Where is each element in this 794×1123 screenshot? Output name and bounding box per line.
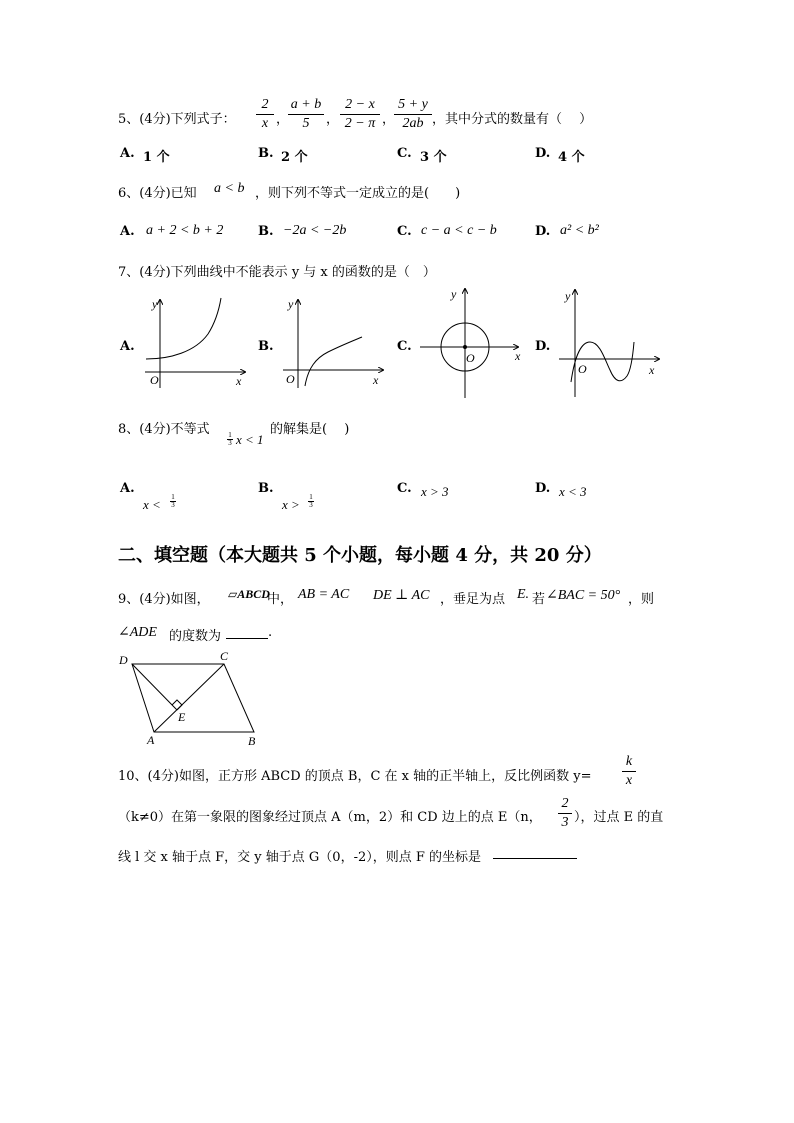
parallelogram-abcd	[132, 664, 254, 732]
q5-fraction-3: 2 − x 2 − π	[340, 97, 380, 132]
q6-option-c-text: c − a < c − b	[421, 223, 497, 238]
q9-line2-text: 的度数为	[169, 629, 222, 644]
curve	[305, 337, 362, 386]
q8-ineq-rest: x < 1	[236, 432, 264, 447]
q5-option-c-text: 3 个	[420, 150, 447, 165]
diagonal-ac	[154, 664, 224, 732]
y-label: y	[288, 297, 294, 311]
q9-stem-prefix: 9、(4分)如图，	[118, 592, 210, 607]
q5-fraction-2: a + b 5	[288, 97, 324, 132]
origin-label: O	[286, 372, 295, 386]
q6-option-a-text: a + 2 < b + 2	[146, 223, 224, 238]
q9-condition-3: ∠BAC = 50°	[546, 588, 621, 603]
q5-stem-suffix: ，其中分式的数量有（ ）	[432, 112, 593, 127]
q8-option-a-fraction: 1 3	[171, 493, 175, 509]
x-label: x	[649, 363, 655, 377]
q9-angle-expr: ∠ADE	[118, 625, 157, 640]
q7-graph-c	[418, 283, 533, 401]
q8-stem-prefix: 8、(4分)不等式	[118, 422, 210, 437]
y-label: y	[451, 287, 457, 301]
q5-fraction-4: 5 + y 2ab	[394, 97, 432, 132]
q6-option-b-text: −2a < −2b	[283, 223, 347, 238]
q7-stem: 7、(4分)下列曲线中不能表示 y 与 x 的函数的是（ ）	[118, 265, 436, 280]
q5-fraction-1: 2 x	[256, 97, 274, 132]
q8-option-d-letter[interactable]: D.	[535, 481, 551, 496]
q5-option-c-letter[interactable]: C.	[397, 146, 412, 161]
y-label: y	[565, 289, 571, 303]
q8-option-a-letter[interactable]: A.	[120, 481, 135, 496]
q7-option-b-letter[interactable]: B.	[258, 339, 274, 354]
q8-option-a-text: x <	[143, 497, 161, 512]
q10-k-over-x-fraction: k x	[622, 754, 636, 789]
q8-option-c-text: x > 3	[421, 484, 449, 499]
q9-figure	[116, 648, 266, 748]
q6-stem-suffix: ，则下列不等式一定成立的是( )	[255, 186, 461, 201]
q8-stem-suffix: 的解集是( )	[270, 422, 350, 437]
q9-stem-mid: 中，	[267, 592, 294, 607]
q8-ineq-fraction: 1 3	[228, 431, 232, 447]
q8-option-d-text: x < 3	[559, 484, 587, 499]
origin-label: O	[466, 351, 475, 365]
q10-line-3: 线 l 交 x 轴于点 F，交 y 轴于点 G（0，-2），则点 F 的坐标是	[118, 850, 482, 865]
right-angle-mark	[172, 700, 182, 710]
q9-stem-mid4: ，则	[628, 592, 655, 607]
q7-option-a-letter[interactable]: A.	[120, 339, 135, 354]
q9-stem-mid2: ，垂足为点	[440, 592, 506, 607]
q8-option-b-text: x >	[282, 497, 300, 512]
section-heading: 二、填空题（本大题共 5 个小题，每小题 4 分，共 20 分）	[118, 545, 602, 566]
q6-condition: a < b	[214, 181, 245, 196]
label-b: B	[248, 734, 256, 748]
q7-graph-a	[140, 290, 255, 390]
q6-option-d-text: a² < b²	[560, 223, 599, 238]
q7-graph-b	[278, 290, 393, 390]
q8-option-b-fraction: 1 3	[309, 493, 313, 509]
q5-separator: ，	[382, 112, 396, 127]
q9-line2-end: .	[268, 625, 273, 640]
x-label: x	[236, 374, 242, 388]
q5-stem-prefix: 5、(4分)下列式子：	[118, 112, 236, 127]
q5-option-a-letter[interactable]: A.	[120, 146, 135, 161]
q9-point-e: E.	[517, 587, 530, 602]
q9-answer-blank[interactable]	[226, 638, 268, 639]
q9-stem-mid3: 若	[532, 592, 546, 607]
q7-option-c-letter[interactable]: C.	[397, 339, 412, 354]
q5-option-a-text: 1 个	[143, 150, 170, 165]
x-label: x	[515, 349, 521, 363]
q6-option-b-letter[interactable]: B.	[258, 224, 274, 239]
q5-option-b-text: 2 个	[281, 150, 308, 165]
q8-option-c-letter[interactable]: C.	[397, 481, 412, 496]
q5-option-b-letter[interactable]: B.	[258, 146, 274, 161]
q6-option-a-letter[interactable]: A.	[120, 224, 135, 239]
q9-parallelogram: ▱ABCD	[228, 587, 270, 601]
y-label: y	[152, 297, 158, 311]
q5-separator: ，	[326, 112, 340, 127]
q10-line-1: 10、(4分)如图，正方形 ABCD 的顶点 B，C 在 x 轴的正半轴上，反比例函数 y=	[118, 769, 592, 784]
origin-label: O	[578, 362, 587, 376]
q5-option-d-letter[interactable]: D.	[535, 146, 551, 161]
q6-option-c-letter[interactable]: C.	[397, 224, 412, 239]
q10-answer-blank[interactable]	[493, 858, 577, 859]
q9-condition-2: DE ⊥ AC	[373, 588, 430, 603]
origin-label: O	[150, 373, 159, 387]
q5-separator: ，	[276, 112, 290, 127]
label-a: A	[147, 733, 155, 747]
q7-graph-d	[555, 284, 665, 400]
label-e: E	[178, 710, 186, 724]
q7-option-d-letter[interactable]: D.	[535, 339, 551, 354]
label-d: D	[119, 653, 128, 667]
q10-line-2a: （k≠0）在第一象限的图象经过顶点 A（m，2）和 CD 边上的点 E（n，	[118, 810, 542, 825]
q9-condition-1: AB = AC	[298, 587, 350, 602]
segment-de	[132, 664, 177, 710]
x-label: x	[373, 373, 379, 387]
q8-option-b-letter[interactable]: B.	[258, 481, 274, 496]
q5-option-d-text: 4 个	[558, 150, 585, 165]
center-dot	[463, 345, 467, 349]
q10-line-2b: ），过点 E 的直	[574, 810, 664, 825]
label-c: C	[220, 649, 229, 663]
q10-two-thirds-fraction: 2 3	[558, 796, 572, 831]
q6-option-d-letter[interactable]: D.	[535, 224, 551, 239]
q6-stem-prefix: 6、(4分)已知	[118, 186, 197, 201]
